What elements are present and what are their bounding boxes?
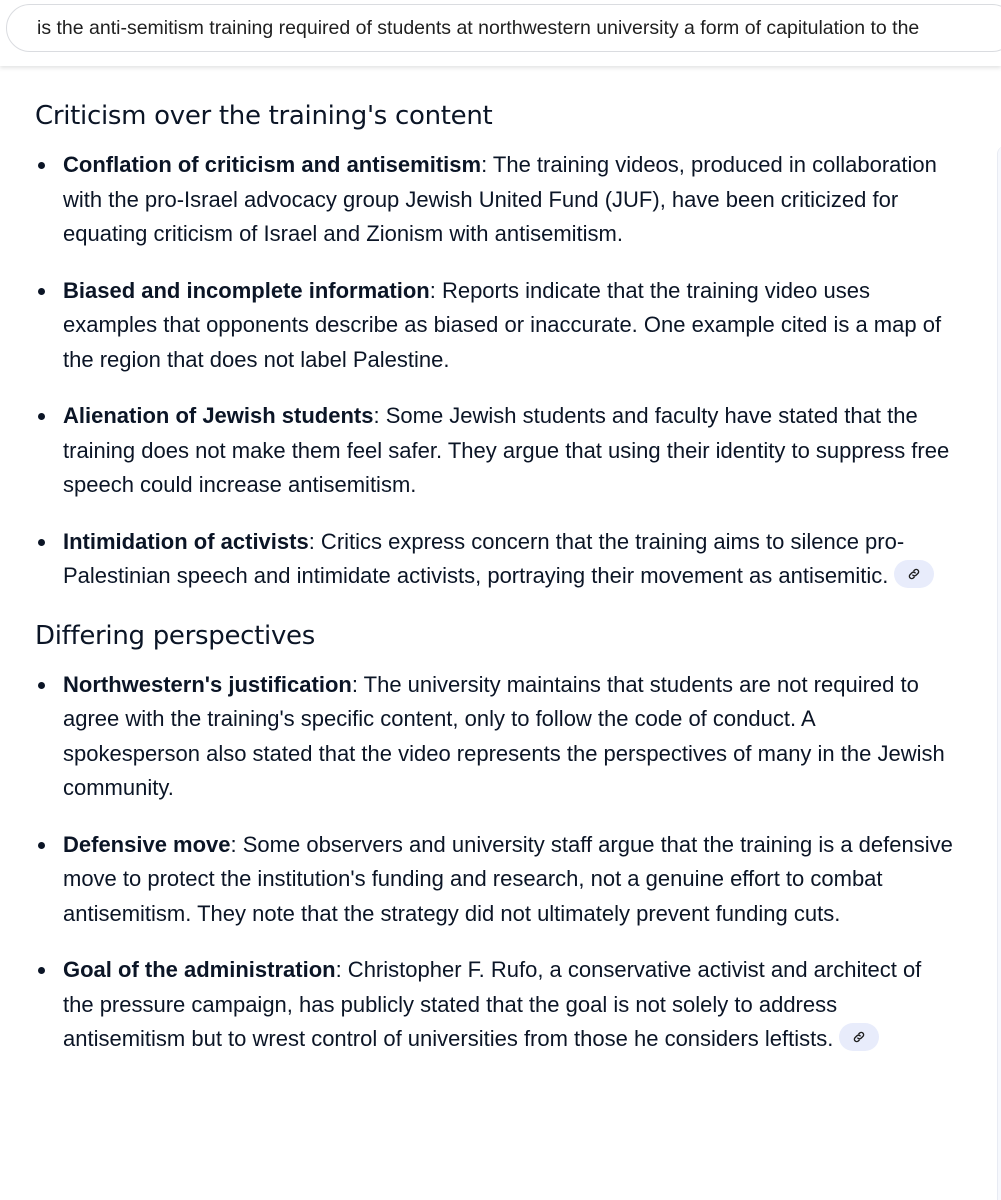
item-title: Biased and incomplete information [63,277,430,303]
item-text: : Some observers and university staff argue that the training is a defensive move to protect the institution's funding and research, not a genuine effort to combat antisemitism. They note that the strategy did not ultimately prevent funding cuts. [63,831,953,926]
top-bar [0,0,1001,66]
list-item [35,399,955,503]
item-title: Northwestern's justification [63,671,352,697]
list-item [35,668,955,806]
list-item [35,525,955,594]
item-text: : Critics express concern that the training aims to silence pro-Palestinian speech and intimidate activists, portraying their movement as antisemitic. [63,528,905,588]
item-title: Intimidation of activists [63,528,309,554]
source-link-button[interactable] [894,560,934,588]
item-text: : The training videos, produced in collaboration with the pro-Israel advocacy group Jewish United Fund (JUF), have been criticized for equating criticism of Israel and Zionism with antisemitism. [63,152,937,246]
list-item [35,953,955,1057]
link-icon [852,1030,866,1044]
item-title: Goal of the administration [63,957,336,982]
list-item [35,148,955,252]
search-input[interactable] [6,4,1001,52]
source-link-button[interactable] [839,1023,879,1051]
search-query-text: is the anti-semitism training required of students at northwestern university a form of capitulation to the [37,16,920,39]
item-title: Alienation of Jewish students [63,403,374,428]
list-item [35,274,955,378]
item-text: : Christopher F. Rufo, a conservative activist and architect of the pressure campaign, has publicly stated that the goal is not solely to address antisemitism but to wrest control of universities from those he considers leftists. [63,957,922,1051]
answer-content [35,96,955,1079]
item-text: : Reports indicate that the training video uses examples that opponents describe as biased or inaccurate. One example cited is a map of the region that does not label Palestine. [63,277,942,372]
item-title: Conflation of criticism and antisemitism [63,152,482,177]
item-title: Defensive move [63,831,231,857]
item-text: : The university maintains that students are not required to agree with the training's specific content, only to follow the code of conduct. A spokesperson also stated that the video represents the perspectives of many in the Jewish community. [63,671,945,800]
section-heading-criticism: Criticism over the training's content [35,101,493,131]
link-icon [907,567,921,581]
item-text: : Some Jewish students and faculty have stated that the training does not make them feel safer. They argue that using their identity to suppress free speech could increase antisemitism. [63,403,950,497]
side-panel-edge [997,146,1001,1200]
criticism-list [35,148,955,594]
list-item [35,828,955,932]
section-heading-perspectives: Differing perspectives [35,620,315,651]
perspectives-list [35,668,955,1057]
